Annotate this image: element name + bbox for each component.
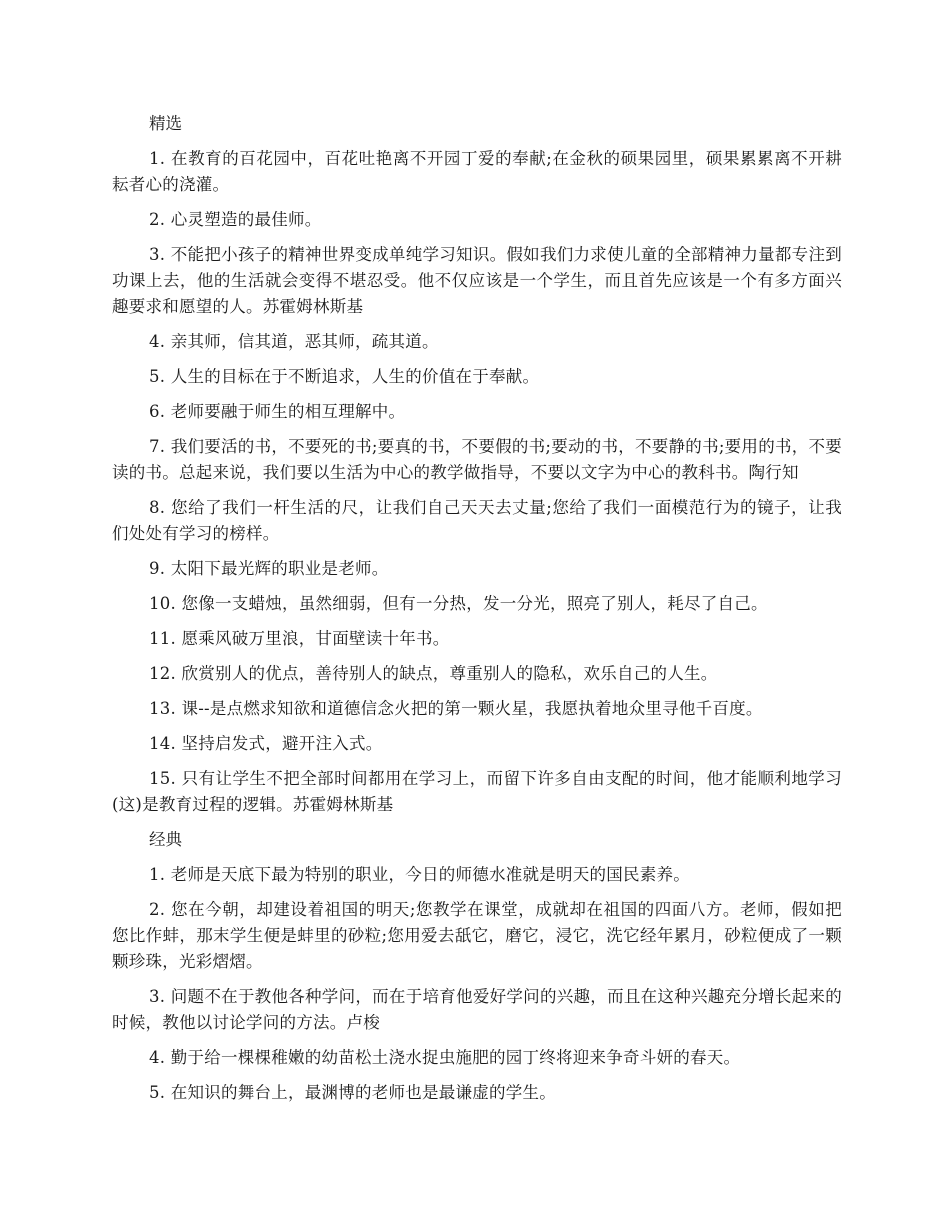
section-heading-jingdian: 经典 [149,830,182,849]
quote-item: 3. 问题不在于教他各种学问，而在于培育他爱好学问的兴趣，而且在这种兴趣充分增长起来的时候，教他以讨论学问的方法。卢梭 [112,987,842,1032]
quote-item: 10. 您像一支蜡烛，虽然细弱，但有一分热，发一分光，照亮了别人，耗尽了自己。 [149,594,768,613]
quote-item: 12. 欣赏别人的优点，善待别人的缺点，尊重别人的隐私，欢乐自己的人生。 [149,664,718,683]
quote-item: 2. 心灵塑造的最佳师。 [149,210,322,229]
quote-item: 1. 在教育的百花园中，百花吐艳离不开园丁爱的奉献;在金秋的硕果园里，硕果累累离不开耕耘者心的浇灌。 [112,149,842,194]
quote-item: 6. 老师要融于师生的相互理解中。 [149,402,406,421]
quote-item: 5. 在知识的舞台上，最渊博的老师也是最谦虚的学生。 [149,1083,556,1102]
section-heading-jingxuan: 精选 [149,114,182,133]
quote-item: 14. 坚持启发式，避开注入式。 [149,734,383,753]
quote-item: 8. 您给了我们一杆生活的尺，让我们自己天天去丈量;您给了我们一面模范行为的镜子，让我们处处有学习的榜样。 [112,498,842,543]
document-body [112,111,842,1115]
quote-item: 9. 太阳下最光辉的职业是老师。 [149,559,389,578]
quote-item: 5. 人生的目标在于不断追求，人生的价值在于奉献。 [149,367,540,386]
quote-item: 15. 只有让学生不把全部时间都用在学习上，而留下许多自由支配的时间，他才能顺利地学习(这)是教育过程的逻辑。苏霍姆林斯基 [112,769,842,814]
quote-item: 1. 老师是天底下最为特别的职业，今日的师德水准就是明天的国民素养。 [149,865,690,884]
quote-item: 4. 勤于给一棵棵稚嫩的幼苗松土浇水捉虫施肥的园丁终将迎来争奇斗妍的春天。 [149,1048,741,1067]
quote-item: 3. 不能把小孩子的精神世界变成单纯学习知识。假如我们力求使儿童的全部精神力量都专注到功课上去，他的生活就会变得不堪忍受。他不仅应该是一个学生，而且首先应该是一个有多方面兴趣要求和愿望的人。苏霍姆林斯基 [112,245,842,316]
quote-item: 7. 我们要活的书，不要死的书;要真的书，不要假的书;要动的书，不要静的书;要用的书，不要读的书。总起来说，我们要以生活为中心的教学做指导，不要以文字为中心的教科书。陶行知 [112,437,842,482]
quote-item: 11. 愿乘风破万里浪，甘面壁读十年书。 [149,629,450,648]
quote-item: 4. 亲其师，信其道，恶其师，疏其道。 [149,332,439,351]
quote-item: 13. 课--是点燃求知欲和道德信念火把的第一颗火星，我愿执着地众里寻他千百度。 [149,699,763,718]
quote-item: 2. 您在今朝，却建设着祖国的明天;您教学在课堂，成就却在祖国的四面八方。老师，假如把您比作蚌，那末学生便是蚌里的砂粒;您用爱去舐它，磨它，浸它，洗它经年累月，砂粒便成了一颗颗珍珠，光彩熠熠。 [112,900,842,971]
